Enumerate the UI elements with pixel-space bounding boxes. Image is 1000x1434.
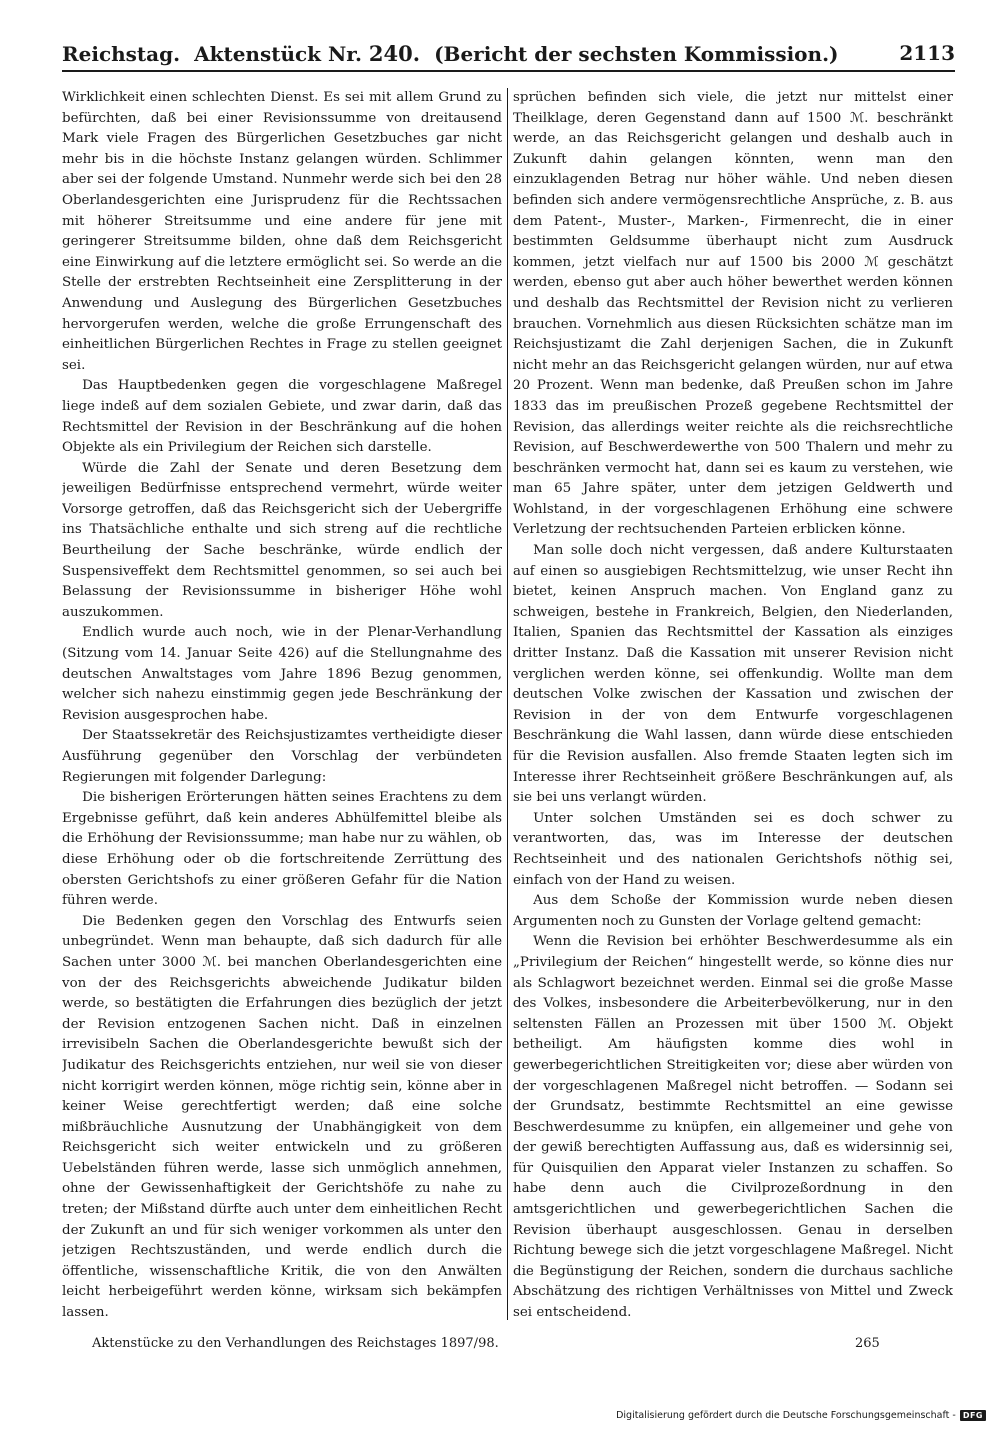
- footer-signature-number: 265: [855, 1336, 880, 1351]
- paragraph: Der Staatssekretär des Reichsjustizamtes vertheidigte dieser Ausführung gegenüber den Vorschlag der verbündeten Regierungen mit folgender Darlegung:: [62, 728, 502, 785]
- header-doc-label: [194, 41, 420, 66]
- paragraph: Das Hauptbedenken gegen die vorgeschlagene Maßregel liege indeß auf dem sozialen Gebiete, und zwar darin, daß das Rechtsmittel der Revision in der Beschränkung auf die hohen Objekte als ein Privilegium der Reichen sich darstelle.: [62, 378, 502, 456]
- credit-text: Digitalisierung gefördert durch die Deutsche Forschungsgemeinschaft -: [616, 1410, 956, 1421]
- page-number: 2113: [899, 41, 955, 65]
- paragraph: Man solle doch nicht vergessen, daß andere Kulturstaaten auf einen so ausgiebigen Rechtsmittelzug, wie unser Recht ihn bietet, keinen Anspruch machen. Von England ganz zu schweigen, bestehe in Frankreich, Belgien, den Niederlanden, Italien, Spanien das Rechtsmittel der Kassation als einziges dritter Instanz. Daß die Kassation mit unserer Revision nicht verglichen werden könne, sei offenkundig. Wollte man dem deutschen Volke zwischen der Kassation und zwischen der Revision in der von dem Entwurfe vorgeschlagenen Beschränkung die Wahl lassen, dann würde diese entschieden für die Revision ausfallen. Also fremde Staaten legten sich im Interesse ihrer Rechtseinheit größere Beschränkungen auf, als sie bei uns verlangt würden.: [513, 543, 953, 806]
- header-title-group: [62, 41, 839, 66]
- dfg-logo: DFG: [960, 1410, 986, 1421]
- paragraph: Unter solchen Umständen sei es doch schwer zu verantworten, das, was im Interesse der deutschen Rechtseinheit und des nationalen Gerichtshofs nöthig sei, einfach von der Hand zu weisen.: [513, 810, 953, 888]
- left-column: [62, 88, 502, 1320]
- doc-label: Aktenstück Nr.: [194, 41, 362, 66]
- paragraph: Aus dem Schoße der Kommission wurde neben diesen Argumenten noch zu Gunsten der Vorlage geltend gemacht:: [513, 893, 953, 929]
- paragraph: Wenn die Revision bei erhöhter Beschwerdesumme als ein „Privilegium der Reichen“ hingestellt werde, so könne dies nur als Schlagwort bezeichnet werden. Einmal sei die große Masse des Volkes, insbesondere die Arbeiterbevölkerung, nur in den seltensten Fällen an Prozessen mit über 1500 ℳ. Objekt betheiligt. Am häufigsten komme dies wohl in gewerbegerichtlichen Streitigkeiten vor; diese aber würden von der vorgeschlagenen Maßregel nicht betroffen. — Sodann sei der Grundsatz, bestimmte Rechtsmittel an eine gewisse Beschwerdesumme zu knüpfen, ein allgemeiner und gehe von der gewiß berechtigten Auffassung aus, daß es widersinnig sei, für Quisquilien den Apparat vieler Instanzen zu schaffen. So habe denn auch die Civilprozeßordnung in den amtsgerichtlichen und gewerbegerichtlichen Sachen die Revision überhaupt ausgeschlossen. Genau in derselben Richtung bewege sich die jetzt vorgeschlagene Maßregel. Nicht die Begünstigung der Reichen, sondern die durchaus sachliche Abschätzung des richtigen Verhältnisses von Mittel und Zweck sei entscheidend.: [513, 934, 953, 1320]
- right-column: [513, 88, 953, 1320]
- column-divider: [507, 88, 508, 1320]
- paragraph: Endlich wurde auch noch, wie in der Plenar-Verhandlung (Sitzung vom 14. Januar Seite 426) auf die Stellungnahme des deutschen Anwaltstages vom Jahre 1896 Bezug genommen, welcher sich nahezu einstimmig gegen jede Beschränkung der Revision ausgesprochen habe.: [62, 625, 502, 723]
- header-left-title: Reichstag.: [62, 41, 181, 66]
- digitization-credit: [616, 1410, 986, 1421]
- doc-number: 240.: [368, 40, 421, 66]
- paragraph: Die Bedenken gegen den Vorschlag des Entwurfs seien unbegründet. Wenn man behaupte, daß sich dadurch für alle Sachen unter 3000 ℳ. bei manchen Oberlandesgerichten eine von der des Reichsgerichts abweichende Judikatur bilden werde, so bestätigten die Erfahrungen dies bezüglich der jetzt der Revision entzogenen Sachen nicht. Daß in einzelnen irrevisibeln Sachen die Oberlandesgerichte bewußt sich der Judikatur des Reichsgerichts entziehen, nur weil sie von dieser nicht korrigirt werden können, möge richtig sein, könne aber in keiner Weise gerechtfertigt werden; daß eine solche mißbräuchliche Ausnutzung der Unabhängigkeit von dem Reichsgericht sich weiter entwickeln und zu größeren Uebelständen führen werde, lasse sich unmöglich annehmen, ohne der Gewissenhaftigkeit der Gerichtshöfe zu nahe zu treten; der Mißstand dürfte auch unter dem einheitlichen Recht der Zukunft an und für sich weniger vorkommen als unter den jetzigen Rechtszuständen, und werde endlich durch die öffentliche, wissenschaftliche Kritik, die von den Anwälten leicht herbeigeführt werden könne, wirksam sich bekämpfen lassen.: [62, 913, 502, 1320]
- running-header: [62, 36, 955, 72]
- paragraph: Wirklichkeit einen schlechten Dienst. Es sei mit allem Grund zu befürchten, daß bei einer Revisionssumme von dreitausend Mark viele Fragen des Bürgerlichen Gesetzbuches gar nicht mehr bis in die höchste Instanz gelangen würden. Schlimmer aber sei der folgende Umstand. Nunmehr werde sich bei den 28 Oberlandesgerichten eine Jurisprudenz für die Rechtssachen mit höherer Streitsumme und eine andere für jene mit geringerer Streitsumme bilden, ohne daß dem Reichsgericht eine Einwirkung auf die letztere ermöglicht sei. So werde an die Stelle der erstrebten Rechtseinheit eine Zersplitterung in der Anwendung und Auslegung des Bürgerlichen Gesetzbuches hervorgerufen werden, welche die große Errungenschaft des einheitlichen Bürgerlichen Rechtes in Frage zu stellen geeignet sei.: [62, 90, 502, 373]
- paragraph: Die bisherigen Erörterungen hätten seines Erachtens zu dem Ergebnisse geführt, daß kein anderes Abhülfemittel bleibe als die Erhöhung der Revisionssumme; man habe nur zu wählen, ob diese Erhöhung oder ob die fortschreitende Zerrüttung des obersten Gerichtshofs zu einer größeren Gefahr für die Nation führen werde.: [62, 790, 502, 909]
- paragraph: sprüchen befinden sich viele, die jetzt nur mittelst einer Theilklage, deren Gegenstand dann auf 1500 ℳ. beschränkt werde, an das Reichsgericht gelangen und deshalb auch in Zukunft dahin gelangen könnten, wenn man den einzuklagenden Betrag nur höher wähle. Und neben diesen befinden sich andere vermögensrechtliche Ansprüche, z. B. aus dem Patent-, Muster-, Marken-, Firmenrecht, die in einer bestimmten Geldsumme überhaupt nicht zum Ausdruck kommen, jetzt vielfach nur auf 1500 bis 2000 ℳ geschätzt werden, ebenso gut aber auch höher bewerthet werden können und deshalb das Rechtsmittel der Revision nicht zu verlieren brauchen. Vornehmlich aus diesen Rücksichten schätze man im Reichsjustizamt die Zahl derjenigen Sachen, die in Zukunft nicht mehr an das Reichsgericht gelangen würden, nur auf etwa 20 Prozent. Wenn man bedenke, daß Preußen schon im Jahre 1833 das im preußischen Prozeß gegebene Rechtsmittel der Revision, das allerdings weiter reichte als die reichsrechtliche Revision, auf Beschwerdewerthe von 500 Thalern und mehr zu beschränken vermocht hat, dann sei es kaum zu verstehen, wie man 65 Jahre später, unter dem jetzigen Geldwerth und Wohlstand, in der vorgeschlagenen Erhöhung eine schwere Verletzung der rechtsuchenden Parteien erblicken könne.: [513, 90, 953, 538]
- footer-source: Aktenstücke zu den Verhandlungen des Reichstages 1897/98.: [92, 1336, 499, 1351]
- header-report: (Bericht der sechsten Kommission.): [434, 41, 839, 66]
- paragraph: Würde die Zahl der Senate und deren Besetzung dem jeweiligen Bedürfnisse entsprechend vermehrt, würde weiter Vorsorge getroffen, daß das Reichsgericht sich der Uebergriffe ins Thatsächliche enthalte und sich streng auf die rechtliche Beurtheilung der Sache beschränke, würde endlich der Suspensiveffekt dem Rechtsmittel genommen, so sei auch bei Belassung der Revisionssumme in bisheriger Höhe wohl auszukommen.: [62, 460, 502, 620]
